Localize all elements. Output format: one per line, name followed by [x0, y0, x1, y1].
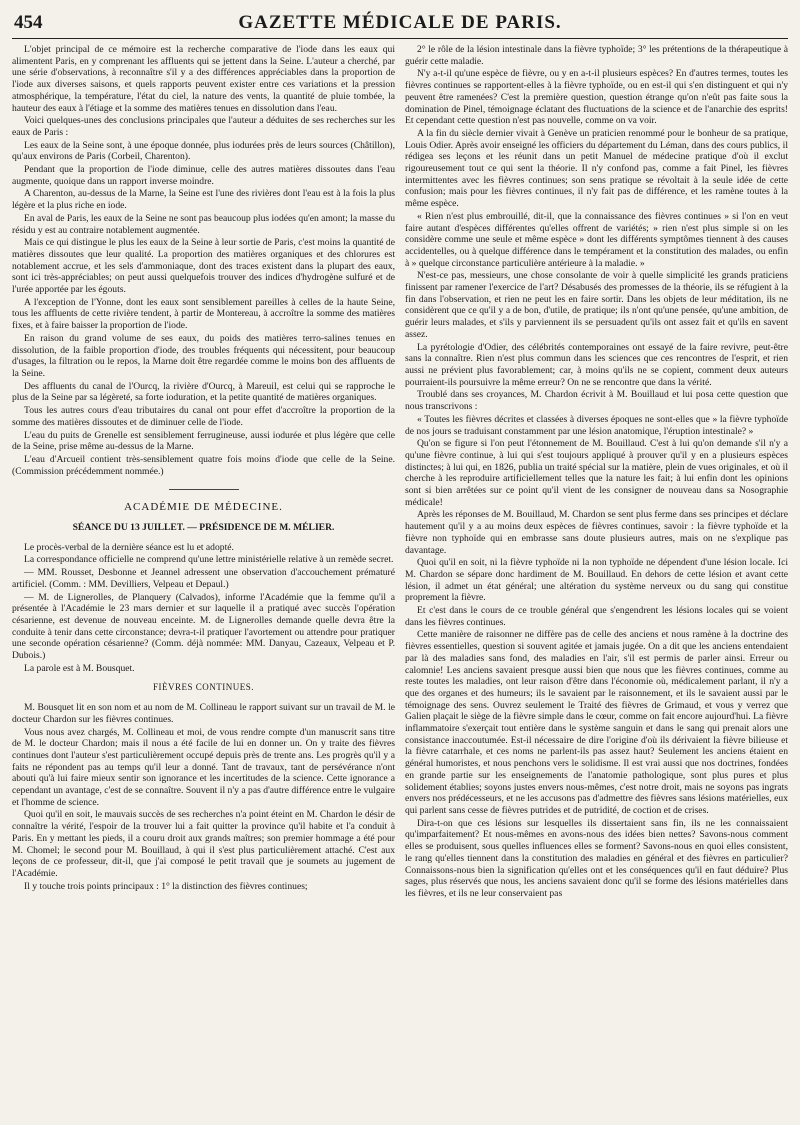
paragraph: Et c'est dans le cours de ce trouble général que s'engendrent les lésions locales qui se voient dans les fièvres continues.	[405, 605, 788, 628]
paragraph: « Rien n'est plus embrouillé, dit-il, que la connaissance des fièvres continues » si l'on en veut faire autant d'espèces différentes qu'elles offrent de variétés; » rien n'est plus simple si on les considère comme une seule et même espèce » dont les différents symptômes tiennent à des causes accidentelles, ou à quelque différence dans le tempérament et la constitution des malades, ou enfin à » quelque circonstance particulière antérieure à la maladie. »	[405, 210, 788, 269]
paragraph: A l'exception de l'Yonne, dont les eaux sont sensiblement pareilles à celles de la haute Seine, tous les affluents de cette rivière tendent, à partir de Montereau, à accroître la somme des matières fixes, et à faire baisser la proportion de l'iode.	[12, 296, 395, 332]
paragraph: Tous les autres cours d'eau tributaires du canal ont pour effet d'accroître la proportion de la somme des matières dissoutes et de diminuer celle de l'iode.	[12, 405, 395, 428]
paragraph: Cette manière de raisonner ne diffère pas de celle des anciens et nous ramène à la doctrine des fièvres essentielles, question si souvent agitée et jamais jugée. On a dit que les anciens entendaient par là des maladies sans fond, des maladies en l'air, s'il est permis de parler ainsi. Erreur ou calomnie! Les anciens savaient presque aussi bien que nous que les fièvres continues, comme au reste toutes les maladies, ont leur raison d'être dans l'économie où, médicalement parlant, il n'y a que des organes et des humeurs; ils le savaient par le raisonnement, et ils le savaient aussi par le témoignage des sens. Ouvrez seulement le Traité des fièvres de Grimaud, et vous y verrez que Galien plaçait le siège de la fièvre simple dans le cœur, comme on fait encore aujourd'hui. La fièvre inflammatoire s'exerçait tout entière dans le système sanguin et dans le sang qui prenait alors une consistance inaccoutumée. Est-il nécessaire de dire l'origine d'où ils dérivaient la fièvre bilieuse et la fièvre catarrhale, et ces noms ne parlent-ils pas assez haut? Seulement les anciens étaient en général humoristes, et nous penchons vers le solidisme. Il est vrai aussi que nos doctrines, fondées en grande partie sur les enseignements de l'anatomie pathologique, sont plus pures et plus solidement établies; soyons justes envers nous-mêmes, c'est notre droit, mais ne soyons pas ingrats envers nos prédécesseurs, et ne les accusons pas d'admettre des fièvres sans lésions matérielles, eux qui parlent sans cesse de fièvres putrides et de putridité, de coction et de crises.	[405, 629, 788, 816]
paragraph: 2° le rôle de la lésion intestinale dans la fièvre typhoïde; 3° les prétentions de la thérapeutique à guérir cette maladie.	[405, 44, 788, 67]
paragraph: N'est-ce pas, messieurs, une chose consolante de voir à quelle simplicité les grands praticiens finissent par ramener l'exercice de l'art? Désabusés des promesses de la théorie, ils se réfugient à la fin dans l'observation, et rien ne peut les en faire sortir. Dans les objets de leur méditation, ils ne considèrent que ce qu'il y a de bon, d'utile, de pratique; ils n'ont qu'une pensée, qu'une ambition, de guérir leurs malades, et s'ils y parviennent ils se persuadent qu'ils ont assez fait et qu'ils en savent assez.	[405, 270, 788, 340]
paragraph: Dira-t-on que ces lésions sur lesquelles ils dissertaient sans fin, ils ne les connaissaient qu'imparfaitement? Et nous-mêmes en avons-nous des idées bien nettes? Savons-nous comment elles se produisent, sous quelles influences elles se forment? Savons-nous en quoi elles consistent, le rang qu'elles tiennent dans la constitution des maladies en général et des fièvres en particulier? Connaissons-nous bien la signification qu'elles ont et les conséquences qu'il en faut déduire? Plus sages, plus réservés que nous, les anciens savaient donc qu'il se forme des lésions matérielles dans les fièvres, et ils ne leur conservaient pas	[405, 817, 788, 899]
paragraph: A Charenton, au-dessus de la Marne, la Seine est l'une des rivières dont l'eau est à la fois la plus légère et la plus riche en iode.	[12, 188, 395, 212]
paragraph: L'eau d'Arcueil contient très-sensiblement quatre fois moins d'iode que celle de la Seine. (Commission précédemment nommée.)	[12, 453, 395, 477]
subsection-title: FIÈVRES CONTINUES.	[152, 682, 254, 693]
paragraph: L'eau du puits de Grenelle est sensiblement ferrugineuse, aussi iodurée et plus légère que celle de la Seine, prise même au-dessus de la Marne.	[12, 429, 395, 453]
paragraph: — MM. Rousset, Desbonne et Jeannel adressent une observation d'accouchement prématuré artificiel. (Comm. : MM. Devilliers, Velpeau et Depaul.)	[12, 567, 395, 590]
paragraph: Pendant que la proportion de l'iode diminue, celle des autres matières dissoutes dans l'eau augmente, quoique dans un rapport inverse moindre.	[12, 164, 395, 187]
paragraph: Après les réponses de M. Bouillaud, M. Chardon se sent plus ferme dans ses principes et déclare hautement qu'il y a au moins deux espèces de fièvres continues, savoir : la fièvre typhoïde et la fièvre non typhoïde qui en embrasse sans doute plusieurs autres, mais on ne s'explique pas davantage.	[405, 509, 788, 556]
left-column	[12, 44, 395, 1119]
paragraph: Mais ce qui distingue le plus les eaux de la Seine à leur sortie de Paris, c'est moins la quantité de matières dissoutes que leur qualité. La proportion des matières organiques et des chlorures est notablement accrue, et les sels d'ammoniaque, dont des traces existent dans la plupart des eaux, sont ici très-appréciables; on peut aussi quelquefois trouver des indices d'hydrogène sulfuré et de l'urée apportée par les égouts.	[12, 237, 395, 296]
paragraph: En aval de Paris, les eaux de la Seine ne sont pas beaucoup plus iodées qu'en amont; la masse du résidu y est au contraire notablement augmentée.	[12, 212, 395, 236]
paragraph: Quoi qu'il en soit, ni la fièvre typhoïde ni la non typhoïde ne dépendent d'une lésion locale. Ici M. Chardon se sépare donc hardiment de M. Bouillaud. En dehors de cette lésion et avant cette lésion, il admet un état général; une altération du système nerveux ou du sang qui constitue proprement la fièvre.	[405, 557, 788, 604]
paragraph: Il y touche trois points principaux : 1° la distinction des fièvres continues;	[24, 880, 308, 892]
paragraph: Des affluents du canal de l'Ourcq, la rivière d'Ourcq, à Mareuil, est celui qui se rapproche le plus de la Seine par sa légèreté, sa forte ioduration, et la petite quantité de matières organiques.	[12, 380, 395, 404]
right-column	[405, 44, 788, 1119]
paragraph: Le procès-verbal de la dernière séance est lu et adopté.	[24, 541, 234, 553]
paragraph: Troublé dans ses croyances, M. Chardon écrivit à M. Bouillaud et lui posa cette question que nous transcrivons :	[405, 389, 788, 413]
paragraph: En raison du grand volume de ses eaux, du poids des matières terro-salines tenues en dissolution, de la faible proportion d'iode, des troubles fréquents qui nécessitent, pour beaucoup d'usages, la filtration ou le repos, la Marne doit être regardée comme le moins bon des affluents de la Seine.	[12, 332, 395, 379]
section-divider	[169, 489, 239, 490]
paragraph: Qu'on se figure si l'on peut l'étonnement de M. Bouillaud. C'est à lui qu'on demande s'il n'y a qu'une fièvre continue, à lui qui s'est toujours appliqué à prouver qu'il y en a plusieurs espèces distinctes; à lui qui, en 1826, publia un traité spécial sur la matière, plein de vues originales, et où il cherche à les reproduire artificiellement telles que la nature les fait; à lui enfin dont les opinions sont si bien arrêtées sur ce point qu'il vient de les consigner de nouveau dans sa Nosographie médicale!	[405, 438, 788, 508]
page-number: 454	[14, 12, 43, 33]
paragraph: La pyrétologie d'Odier, des célébrités contemporaines ont essayé de la faire revivre, peut-être sans la connaître. Rien n'est plus commun dans les sciences que ces rencontres de l'esprit, et rien aussi ne prévient plus favorablement; car, à moins qu'ils ne se copient, comment deux auteurs pourraient-ils poursuivre la même erreur? On ne se rencontre que dans la vérité.	[405, 341, 788, 388]
section-title: ACADÉMIE DE MÉDECINE.	[124, 501, 283, 514]
paragraph: La correspondance officielle ne comprend qu'une lettre ministérielle relative à un remède secret.	[24, 554, 394, 566]
paragraph: Quoi qu'il en soit, le mauvais succès de ses recherches n'a point éteint en M. Chardon le désir de connaître la vérité, l'espoir de la trouver lui a fait quitter la province qu'il habite et l'a conduit à Paris. En y mettant les pieds, il a couru droit aux grands maîtres; son premier hommage a été pour M. Chomel; le second pour M. Bouillaud, à qui il s'est plus particulièrement attaché. C'est aux leçons de ce professeur, dit-il, que j'ai composé le petit travail que je soumets au jugement de l'Académie.	[12, 809, 395, 879]
paragraph: Voici quelques-unes des conclusions principales que l'auteur a déduites de ses recherches sur les eaux de Paris :	[12, 115, 395, 138]
paragraph: N'y a-t-il qu'une espèce de fièvre, ou y en a-t-il plusieurs espèces? En d'autres termes, toutes les fièvres continues se rapportent-elles à la fièvre typhoïde, ou en est-il qui s'en distinguent et qui n'y peuvent être ramenées? C'est la première question, question étrange qu'on n'eût pas faite sous la domination de Pinel, témoignage éclatant des fluctuations de la science et de l'anarchie des esprits! Et cependant cette question n'est pas nouvelle, comme on va voir.	[405, 68, 788, 127]
paragraph: « Toutes les fièvres décrites et classées à diverses époques ne sont-elles que » la fièvre typhoïde de nos jours se traduisant constamment par une lésion anatomique, l'éruption intestinale? »	[405, 413, 788, 437]
paragraph: Vous nous avez chargés, M. Collineau et moi, de vous rendre compte d'un manuscrit sans titre de M. le docteur Chardon; mais il nous a été facile de lui en donner un. On y traite des fièvres continues dont l'auteur s'est particulièrement occupé depuis près de trente ans. Les progrès qu'il y a faits ne répondent pas au temps qu'il leur a donné. Tant de travaux, tant de persévérance n'ont abouti qu'à lui faire mieux sentir son ignorance et les incertitudes de la science. Cette ignorance a cependant un avantage, c'est de se connaître. Souvent il n'y a pas d'autre différence entre le vulgaire et l'homme de science.	[12, 726, 395, 808]
seance-heading: SÉANCE DU 13 JUILLET. — PRÉSIDENCE DE M. MÉLIER.	[72, 522, 335, 534]
paragraph: M. Bousquet lit en son nom et au nom de M. Collineau le rapport suivant sur un travail de M. le docteur Chardon sur les fièvres continues.	[12, 702, 395, 725]
paragraph: L'objet principal de ce mémoire est la recherche comparative de l'iode dans les eaux qui alimentent Paris, en y comprenant les affluents qui se jettent dans la Seine. L'auteur a cherché, par une série d'observations, à reconnaître s'il y a des différences appréciables dans la proportion de l'iode aux diverses saisons, et quels rapports peuvent exister entre ces variations et la pression atmosphérique, la température, l'état du ciel, la nature des vents, la quantité de pluie tombée, la hauteur des eaux à l'étiage et la somme des matières tenues en dissolution dans l'eau.	[12, 44, 395, 114]
paragraph: A la fin du siècle dernier vivait à Genève un praticien renommé pour le bonheur de sa pratique, Louis Odier. Après avoir enseigné les officiers du département du Léman, dans des cours publics, il rédigea ses leçons et les réunit dans un petit Manuel de médecine pratique d'où il exclut rigoureusement tout ce qui sent la théorie. Il n'y confond pas, comme a fait Pinel, les fièvres intermittentes avec les fièvres continues; son sens pratique se révoltait à la seule idée de cette confusion; mais pour les fièvres continues, il n'y fait pas de différence, et les ramène toutes à la même espèce.	[405, 127, 788, 210]
paragraph: Les eaux de la Seine sont, à une époque donnée, plus iodurées près de leurs sources (Châtillon), qu'aux environs de Paris (Corbeil, Charenton).	[12, 139, 395, 163]
columns	[12, 44, 788, 1119]
page-header	[12, 8, 788, 39]
paragraph: — M. de Lignerolles, de Planquery (Calvados), informe l'Académie que la femme qu'il a présentée à l'Académie le 23 mars dernier et sur laquelle il a pratiqué avec succès l'opération césarienne, est devenue de nouveau enceinte. M. de Lignerolles demande quelle devra être la conduite à tenir dans cette circonstance; devra-t-il pratiquer l'avortement ou attendre pour pratiquer une seconde opération césarienne? (Comm. déjà nommée: MM. Danyau, Cazeaux, Velpeau et P. Dubois.)	[12, 591, 395, 662]
paragraph: La parole est à M. Bousquet.	[24, 662, 135, 674]
journal-title: GAZETTE MÉDICALE DE PARIS.	[238, 12, 562, 33]
